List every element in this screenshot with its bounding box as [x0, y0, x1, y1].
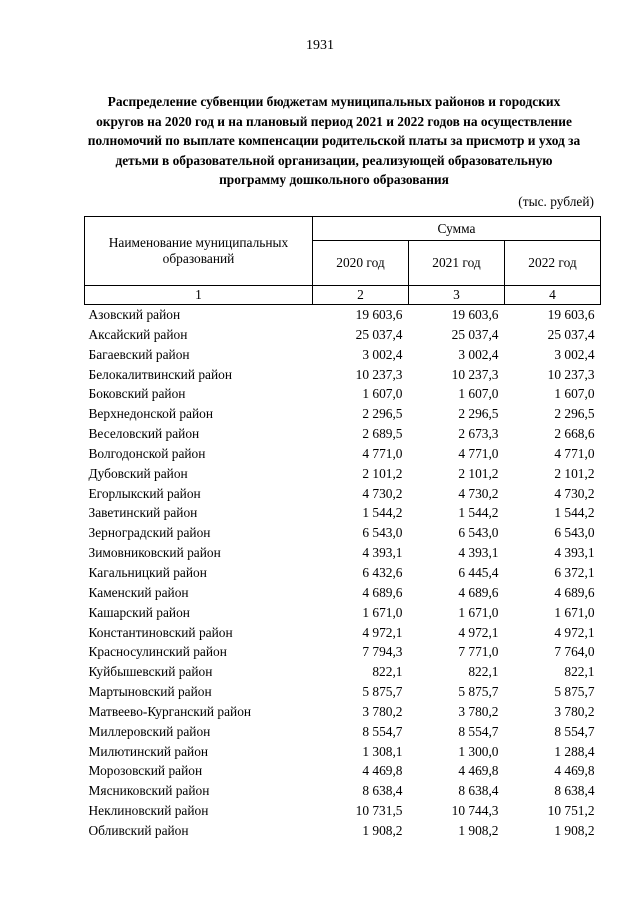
value-2022: 3 002,4: [554, 346, 595, 362]
value-2021: 4 730,2: [458, 485, 499, 501]
table-row: [85, 444, 601, 464]
value-2020: 822,1: [372, 664, 403, 680]
value-2020: 6 543,0: [362, 525, 403, 541]
table-row: [85, 821, 601, 841]
value-2020: 1 908,2: [362, 822, 403, 838]
subvention-table: [84, 216, 601, 841]
municipality-name: Морозовский район: [88, 763, 203, 779]
value-2022: 2 101,2: [554, 465, 595, 481]
municipality-name: Багаевский район: [88, 346, 190, 362]
value-2021: 8 638,4: [458, 783, 499, 799]
municipality-name: Заветинский район: [88, 505, 198, 521]
value-2020: 4 972,1: [362, 624, 403, 640]
value-2020: 10 731,5: [355, 803, 403, 819]
municipality-name: Кашарский район: [88, 604, 190, 620]
value-2021: 1 544,2: [458, 505, 499, 521]
table-row: [85, 761, 601, 781]
municipality-name: Каменский район: [88, 584, 189, 600]
municipality-name: Аксайский район: [88, 326, 188, 342]
header-year-2021: 2021 год: [409, 241, 505, 286]
municipality-name: Куйбышевский район: [88, 664, 213, 680]
value-2020: 3 002,4: [362, 346, 403, 362]
value-2022: 3 780,2: [554, 703, 595, 719]
value-2021: 8 554,7: [458, 723, 499, 739]
value-2022: 1 288,4: [554, 743, 595, 759]
value-2020: 4 771,0: [362, 445, 403, 461]
value-2022: 10 237,3: [547, 366, 595, 382]
value-2020: 10 237,3: [355, 366, 403, 382]
table-row: [85, 345, 601, 365]
municipality-name: Обливский район: [88, 822, 189, 838]
municipality-name: Зимовниковский район: [88, 545, 221, 561]
table-row: [85, 583, 601, 603]
table-row: [85, 523, 601, 543]
value-2020: 1 308,1: [362, 743, 403, 759]
table-row: [85, 702, 601, 722]
municipality-name: Мартыновский район: [88, 684, 212, 700]
column-number: 4: [505, 286, 601, 305]
table-row: [85, 603, 601, 623]
municipality-name: Белокалитвинский район: [88, 366, 233, 382]
column-number-row: [85, 286, 601, 305]
value-2021: 10 744,3: [451, 803, 499, 819]
table-row: [85, 742, 601, 762]
value-2021: 2 296,5: [458, 406, 499, 422]
table-row: [85, 325, 601, 345]
table-row: [85, 503, 601, 523]
table-row: [85, 424, 601, 444]
table-row: [85, 563, 601, 583]
value-2022: 2 296,5: [554, 406, 595, 422]
municipality-name: Дубовский район: [88, 465, 188, 481]
unit-label: (тыс. рублей): [518, 194, 594, 209]
value-2020: 4 393,1: [362, 545, 403, 561]
page-number: 1931: [306, 38, 334, 53]
municipality-name: Миллеровский район: [88, 723, 211, 739]
value-2020: 2 296,5: [362, 406, 403, 422]
value-2020: 2 689,5: [362, 426, 403, 442]
value-2020: 6 432,6: [362, 564, 403, 580]
value-2021: 6 543,0: [458, 525, 499, 541]
municipality-name: Егорлыкский район: [88, 485, 201, 501]
municipality-name: Боковский район: [88, 386, 186, 402]
value-2020: 4 469,8: [362, 763, 403, 779]
value-2022: 19 603,6: [547, 307, 595, 322]
municipality-name: Веселовский район: [88, 426, 200, 442]
value-2022: 6 543,0: [554, 525, 595, 541]
municipality-name: Мясниковский район: [88, 783, 210, 799]
value-2021: 4 972,1: [458, 624, 499, 640]
value-2021: 4 771,0: [458, 445, 499, 461]
value-2022: 2 668,6: [554, 426, 595, 442]
column-number: 3: [409, 286, 505, 305]
value-2022: 7 764,0: [554, 644, 595, 660]
value-2022: 4 771,0: [554, 445, 595, 461]
document-title: Распределение субвенции бюджетам муниципальных районов и городских округов на 2020 год и на плановый период 2021 и 2022 годов на осуществление полномочий по выплате компенсации родительской платы за присмотр и уход за детьми в образовательной организации, реализующей образовательную программу дошкольного образования: [87, 94, 581, 188]
value-2021: 25 037,4: [451, 326, 499, 342]
value-2020: 4 689,6: [362, 584, 403, 600]
value-2020: 7 794,3: [362, 644, 403, 660]
value-2021: 4 393,1: [458, 545, 499, 561]
value-2022: 4 730,2: [554, 485, 595, 501]
value-2020: 19 603,6: [355, 307, 403, 322]
value-2022: 8 554,7: [554, 723, 595, 739]
column-number: 1: [85, 286, 313, 305]
value-2022: 1 908,2: [554, 822, 595, 838]
table-row: [85, 623, 601, 643]
value-2022: 4 393,1: [554, 545, 595, 561]
column-number: 2: [313, 286, 409, 305]
municipality-name: Волгодонской район: [88, 445, 206, 461]
value-2022: 4 689,6: [554, 584, 595, 600]
value-2021: 19 603,6: [451, 307, 499, 322]
table-row: [85, 484, 601, 504]
value-2021: 5 875,7: [458, 684, 499, 700]
table-header: [85, 217, 601, 286]
municipality-name: Кагальницкий район: [88, 564, 207, 580]
value-2022: 4 972,1: [554, 624, 595, 640]
value-2022: 25 037,4: [547, 326, 595, 342]
value-2021: 1 908,2: [458, 822, 499, 838]
table-row: [85, 682, 601, 702]
table-row: [85, 642, 601, 662]
table-row: [85, 384, 601, 404]
municipality-name: Азовский район: [88, 307, 181, 322]
table-row: [85, 662, 601, 682]
value-2021: 1 671,0: [458, 604, 499, 620]
header-municipality: Наименование муниципальных образований: [85, 217, 313, 286]
table-row: [85, 464, 601, 484]
municipality-name: Матвеево-Курганский район: [88, 703, 252, 719]
value-2022: 1 544,2: [554, 505, 595, 521]
table-row: [85, 404, 601, 424]
value-2020: 1 671,0: [362, 604, 403, 620]
value-2022: 822,1: [564, 664, 595, 680]
header-year-2020: 2020 год: [313, 241, 409, 286]
value-2020: 8 554,7: [362, 723, 403, 739]
value-2021: 3 780,2: [458, 703, 499, 719]
value-2022: 8 638,4: [554, 783, 595, 799]
municipality-name: Неклиновский район: [88, 803, 209, 819]
value-2020: 5 875,7: [362, 684, 403, 700]
value-2021: 4 689,6: [458, 584, 499, 600]
value-2021: 3 002,4: [458, 346, 499, 362]
value-2021: 822,1: [468, 664, 499, 680]
table-row: [85, 543, 601, 563]
municipality-name: Красносулинский район: [88, 644, 227, 660]
value-2022: 5 875,7: [554, 684, 595, 700]
table-row: [85, 305, 601, 325]
table-row: [85, 801, 601, 821]
value-2021: 6 445,4: [458, 564, 499, 580]
value-2020: 2 101,2: [362, 465, 403, 481]
value-2022: 10 751,2: [547, 803, 595, 819]
table-row: [85, 722, 601, 742]
value-2020: 4 730,2: [362, 485, 403, 501]
value-2021: 1 607,0: [458, 386, 499, 402]
municipality-name: Милютинский район: [88, 743, 209, 759]
value-2022: 1 607,0: [554, 386, 595, 402]
municipality-name: Верхнедонской район: [88, 406, 214, 422]
value-2021: 7 771,0: [458, 644, 499, 660]
value-2020: 3 780,2: [362, 703, 403, 719]
municipality-name: Зерноградский район: [88, 525, 211, 541]
value-2021: 4 469,8: [458, 763, 499, 779]
table-row: [85, 781, 601, 801]
value-2020: 25 037,4: [355, 326, 403, 342]
table-body: [85, 286, 601, 841]
header-year-2022: 2022 год: [505, 241, 601, 286]
value-2022: 6 372,1: [554, 564, 595, 580]
value-2020: 8 638,4: [362, 783, 403, 799]
header-sum: Сумма: [313, 217, 601, 241]
municipality-name: Константиновский район: [88, 624, 233, 640]
value-2021: 2 101,2: [458, 465, 499, 481]
value-2020: 1 607,0: [362, 386, 403, 402]
value-2021: 1 300,0: [458, 743, 499, 759]
value-2022: 1 671,0: [554, 604, 595, 620]
value-2020: 1 544,2: [362, 505, 403, 521]
value-2022: 4 469,8: [554, 763, 595, 779]
value-2021: 10 237,3: [451, 366, 499, 382]
value-2021: 2 673,3: [458, 426, 499, 442]
table-row: [85, 365, 601, 385]
